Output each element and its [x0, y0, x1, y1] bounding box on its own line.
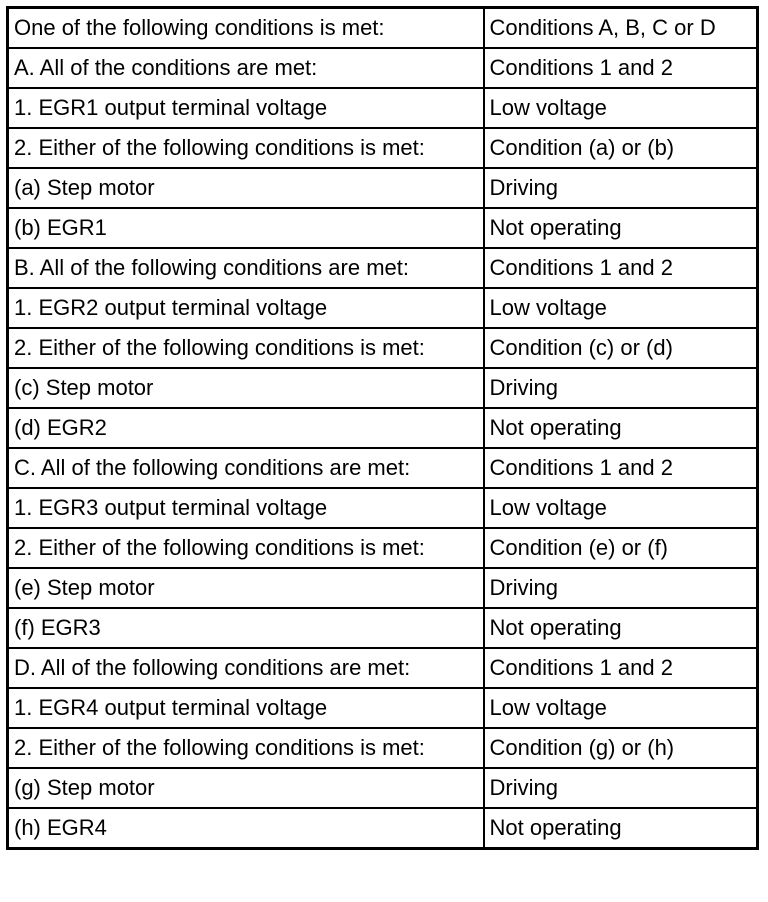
table-row: [8, 168, 758, 208]
value-cell: Condition (a) or (b): [484, 128, 758, 168]
table-row: [8, 448, 758, 488]
condition-cell: 2. Either of the following conditions is met:: [8, 528, 484, 568]
condition-cell: (g) Step motor: [8, 768, 484, 808]
value-cell: Driving: [484, 568, 758, 608]
table-row: [8, 8, 758, 49]
value-cell: Condition (e) or (f): [484, 528, 758, 568]
value-cell: Condition (c) or (d): [484, 328, 758, 368]
value-cell: Conditions A, B, C or D: [484, 8, 758, 49]
condition-cell: (f) EGR3: [8, 608, 484, 648]
value-cell: Condition (g) or (h): [484, 728, 758, 768]
condition-cell: (a) Step motor: [8, 168, 484, 208]
value-cell: Not operating: [484, 608, 758, 648]
table-row: [8, 808, 758, 849]
condition-cell: 2. Either of the following conditions is met:: [8, 728, 484, 768]
value-cell: Low voltage: [484, 488, 758, 528]
value-cell: Driving: [484, 368, 758, 408]
condition-cell: 1. EGR4 output terminal voltage: [8, 688, 484, 728]
condition-cell: (e) Step motor: [8, 568, 484, 608]
condition-cell: (d) EGR2: [8, 408, 484, 448]
condition-cell: One of the following conditions is met:: [8, 8, 484, 49]
condition-cell: C. All of the following conditions are met:: [8, 448, 484, 488]
condition-cell: 1. EGR3 output terminal voltage: [8, 488, 484, 528]
value-cell: Not operating: [484, 208, 758, 248]
table-row: [8, 648, 758, 688]
condition-cell: (h) EGR4: [8, 808, 484, 849]
table-row: [8, 208, 758, 248]
condition-cell: B. All of the following conditions are met:: [8, 248, 484, 288]
value-cell: Low voltage: [484, 288, 758, 328]
table-row: [8, 608, 758, 648]
table-row: [8, 728, 758, 768]
table-row: [8, 128, 758, 168]
condition-cell: (b) EGR1: [8, 208, 484, 248]
table-row: [8, 568, 758, 608]
table-row: [8, 248, 758, 288]
table-row: [8, 368, 758, 408]
table-row: [8, 688, 758, 728]
value-cell: Conditions 1 and 2: [484, 248, 758, 288]
value-cell: Driving: [484, 168, 758, 208]
value-cell: Conditions 1 and 2: [484, 448, 758, 488]
table-row: [8, 528, 758, 568]
condition-cell: D. All of the following conditions are met:: [8, 648, 484, 688]
condition-cell: 1. EGR1 output terminal voltage: [8, 88, 484, 128]
conditions-table: [6, 6, 759, 850]
table-row: [8, 88, 758, 128]
table-row: [8, 48, 758, 88]
value-cell: Not operating: [484, 408, 758, 448]
value-cell: Low voltage: [484, 88, 758, 128]
value-cell: Conditions 1 and 2: [484, 648, 758, 688]
table-row: [8, 768, 758, 808]
table-row: [8, 328, 758, 368]
condition-cell: A. All of the conditions are met:: [8, 48, 484, 88]
conditions-table-body: [8, 8, 758, 849]
value-cell: Driving: [484, 768, 758, 808]
condition-cell: 2. Either of the following conditions is met:: [8, 328, 484, 368]
value-cell: Not operating: [484, 808, 758, 849]
condition-cell: 2. Either of the following conditions is met:: [8, 128, 484, 168]
table-row: [8, 488, 758, 528]
condition-cell: (c) Step motor: [8, 368, 484, 408]
value-cell: Low voltage: [484, 688, 758, 728]
value-cell: Conditions 1 and 2: [484, 48, 758, 88]
table-row: [8, 288, 758, 328]
table-row: [8, 408, 758, 448]
condition-cell: 1. EGR2 output terminal voltage: [8, 288, 484, 328]
document: [6, 6, 759, 850]
